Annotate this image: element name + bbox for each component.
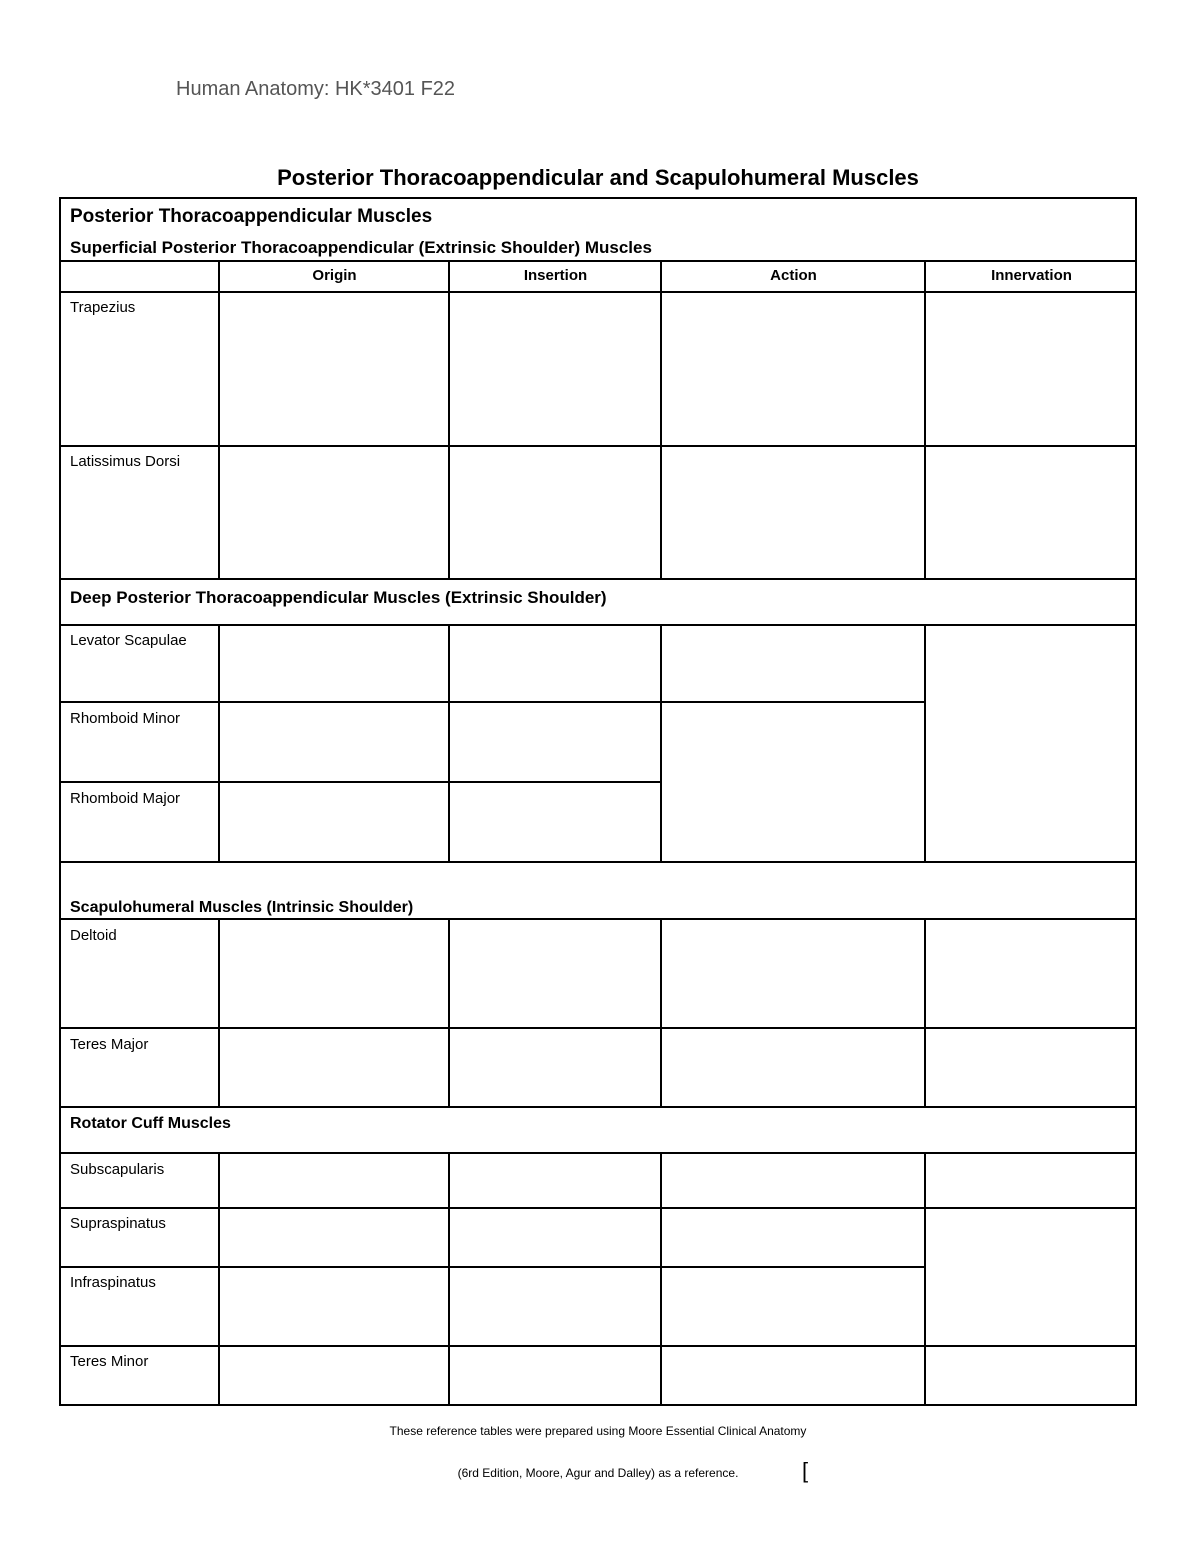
grid-line: [61, 578, 1135, 580]
document-title: Posterior Thoracoappendicular and Scapulohumeral Muscles: [277, 165, 919, 190]
muscle-label-supraspinatus: Supraspinatus: [70, 1215, 166, 1232]
grid-line: [61, 781, 662, 783]
muscle-label-trapezius: Trapezius: [70, 299, 136, 316]
grid-line: [61, 918, 1135, 920]
grid-line: [660, 624, 662, 861]
grid-line: [924, 260, 926, 578]
grid-line: [218, 624, 220, 861]
grid-line: [218, 1152, 220, 1404]
muscle-label-teres-major: Teres Major: [70, 1036, 149, 1053]
grid-line: [61, 701, 926, 703]
footer-reference-line-2: (6rd Edition, Moore, Agur and Dalley) as a reference.: [457, 1466, 739, 1480]
grid-line: [448, 1152, 450, 1404]
grid-line: [61, 1345, 1135, 1347]
grid-line: [61, 624, 1135, 626]
section-deep: Deep Posterior Thoracoappendicular Muscles (Extrinsic Shoulder): [70, 588, 607, 607]
grid-line: [61, 291, 1135, 293]
muscle-label-infraspinatus: Infraspinatus: [70, 1274, 156, 1291]
grid-line: [448, 918, 450, 1106]
grid-line: [61, 1152, 1135, 1154]
course-header: Human Anatomy: HK*3401 F22: [176, 78, 456, 100]
muscle-label-latissimus-dorsi: Latissimus Dorsi: [70, 453, 181, 470]
grid-line: [61, 1266, 926, 1268]
section-superficial: Superficial Posterior Thoracoappendicular (Extrinsic Shoulder) Muscles: [70, 238, 652, 257]
grid-line: [61, 861, 1135, 863]
grid-line: [924, 1152, 926, 1404]
grid-line: [218, 918, 220, 1106]
grid-line: [61, 1106, 1135, 1108]
column-header-action: Action: [770, 267, 817, 284]
footer-reference-line-1: These reference tables were prepared using Moore Essential Clinical Anatomy: [389, 1424, 807, 1438]
grid-line: [448, 624, 450, 861]
muscle-reference-table: [59, 197, 1137, 1406]
muscle-label-teres-minor: Teres Minor: [70, 1353, 149, 1370]
section-scapulohumeral: Scapulohumeral Muscles (Intrinsic Shoulder): [70, 899, 414, 916]
column-header-origin: Origin: [312, 267, 357, 284]
grid-line: [218, 260, 220, 578]
section-posterior-thoracoappendicular: Posterior Thoracoappendicular Muscles: [70, 206, 433, 227]
grid-line: [660, 1152, 662, 1404]
column-header-insertion: Insertion: [523, 267, 588, 284]
muscle-label-levator-scapulae: Levator Scapulae: [70, 632, 187, 649]
muscle-label-deltoid: Deltoid: [70, 927, 117, 944]
grid-line: [924, 918, 926, 1106]
grid-line: [61, 445, 1135, 447]
grid-line: [61, 1207, 1135, 1209]
muscle-label-rhomboid-major: Rhomboid Major: [70, 790, 181, 807]
muscle-label-rhomboid-minor: Rhomboid Minor: [70, 710, 181, 727]
grid-line: [660, 260, 662, 578]
grid-line: [924, 624, 926, 861]
grid-line: [660, 918, 662, 1106]
section-rotator-cuff: Rotator Cuff Muscles: [70, 1115, 231, 1132]
grid-line: [61, 1027, 1135, 1029]
column-header-innervation: Innervation: [991, 267, 1072, 284]
grid-line: [448, 260, 450, 578]
bracket-mark: [: [802, 1458, 809, 1483]
muscle-label-subscapularis: Subscapularis: [70, 1161, 165, 1178]
grid-line: [61, 260, 1135, 262]
